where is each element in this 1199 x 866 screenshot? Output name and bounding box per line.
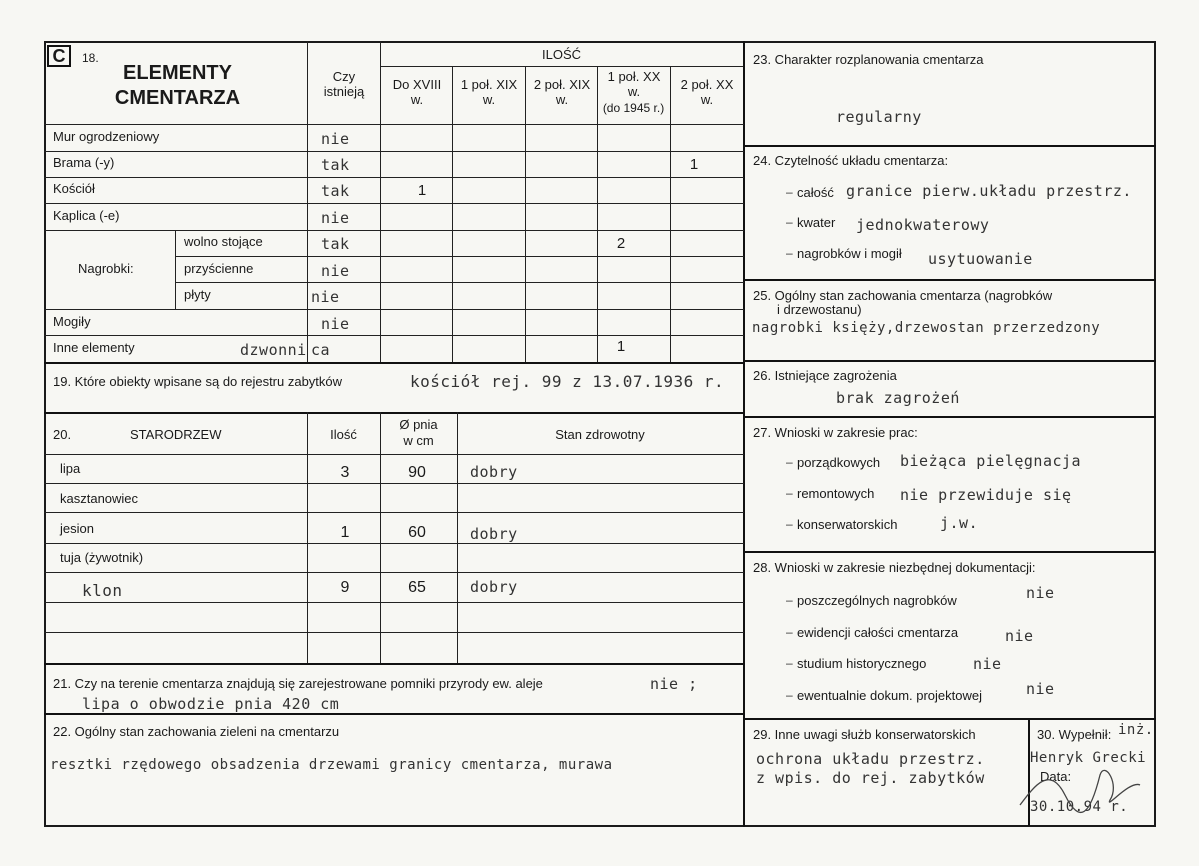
doc-records-label: ewidencji całości cmentarza bbox=[797, 625, 959, 640]
section-letter: C bbox=[47, 45, 71, 67]
exists-value: tak bbox=[321, 182, 350, 200]
doc-project-value: nie bbox=[1026, 680, 1055, 698]
tree-name: tuja (żywotnik) bbox=[60, 550, 144, 565]
filled-by-name: Henryk Grecki bbox=[1030, 750, 1147, 766]
exists-value: ca bbox=[311, 341, 331, 359]
dash-icon: – bbox=[786, 455, 793, 469]
row-label: przyścienne bbox=[184, 261, 254, 276]
legibility-graves-value: usytuowanie bbox=[928, 250, 1033, 268]
grid-line bbox=[44, 602, 744, 603]
divider bbox=[744, 279, 1156, 281]
work-ordering-label: porządkowych bbox=[797, 455, 881, 470]
nagrobki-label: Nagrobki: bbox=[78, 261, 134, 276]
dash-icon: – bbox=[786, 185, 793, 199]
monuments-label: 21. Czy na terenie cmentarza znajdują się zarejestrowane pomniki przyrody ew. aleje bbox=[53, 676, 543, 691]
tree-diam: 90 bbox=[408, 464, 426, 481]
tree-name: klon bbox=[82, 581, 123, 600]
filled-by-label: 30. Wypełnił: bbox=[1037, 727, 1112, 742]
row-label: Inne elementy bbox=[53, 340, 135, 355]
trees-number: 20. bbox=[53, 427, 72, 442]
dash-icon: – bbox=[786, 246, 793, 260]
threats-value: brak zagrożeń bbox=[836, 389, 960, 407]
tree-diam: 65 bbox=[408, 579, 426, 596]
exists-value: nie bbox=[311, 288, 340, 306]
filled-by-title: inż. bbox=[1118, 722, 1154, 738]
doc-history-label: studium historycznego bbox=[797, 656, 927, 671]
grid-line bbox=[380, 41, 381, 362]
tree-name: kasztanowiec bbox=[60, 491, 139, 506]
work-label: 27. Wnioski w zakresie prac: bbox=[753, 425, 918, 440]
quantity-value: 1 bbox=[689, 156, 699, 173]
quantity-value: 1 bbox=[417, 182, 427, 199]
doc-graves-value: nie bbox=[1026, 584, 1055, 602]
tree-name: lipa bbox=[60, 461, 81, 476]
tree-state: dobry bbox=[470, 525, 518, 543]
grid-line bbox=[670, 66, 671, 362]
legibility-graves-label: nagrobków i mogił bbox=[797, 246, 902, 261]
grid-line bbox=[452, 66, 453, 362]
legibility-whole-label: całość bbox=[797, 185, 834, 200]
exists-header: Czy istnieją bbox=[323, 69, 365, 99]
grid-line bbox=[307, 412, 308, 663]
row-label: Brama (-y) bbox=[53, 155, 115, 170]
legibility-whole-value: granice pierw.układu przestrz. bbox=[846, 182, 1132, 200]
remarks-line2: z wpis. do rej. zabytków bbox=[756, 769, 985, 787]
grid-line bbox=[44, 454, 744, 455]
grid-line bbox=[380, 412, 381, 663]
divider bbox=[744, 551, 1156, 553]
divider bbox=[744, 360, 1156, 362]
dash-icon: – bbox=[786, 688, 793, 702]
grid-line bbox=[44, 230, 744, 231]
grid-line bbox=[44, 177, 744, 178]
dash-icon: – bbox=[786, 593, 793, 607]
quantity-header: ILOŚĆ bbox=[541, 47, 581, 62]
tree-state: dobry bbox=[470, 578, 518, 596]
registry-value: kościół rej. 99 z 13.07.1936 r. bbox=[410, 372, 725, 391]
doc-project-label: ewentualnie dokum. projektowej bbox=[797, 688, 982, 703]
greenery-label: 22. Ogólny stan zachowania zieleni na cmentarzu bbox=[53, 724, 340, 739]
row-label: płyty bbox=[184, 287, 211, 302]
dash-icon: – bbox=[786, 486, 793, 500]
work-conservation-label: konserwatorskich bbox=[797, 517, 898, 532]
doc-graves-label: poszczególnych nagrobków bbox=[797, 593, 957, 608]
dash-icon: – bbox=[786, 215, 793, 229]
row-label: Kaplica (-e) bbox=[53, 208, 120, 223]
grid-line bbox=[44, 151, 744, 152]
tree-count: 3 bbox=[340, 464, 350, 481]
column-divider bbox=[743, 41, 745, 827]
work-conservation-value: j.w. bbox=[940, 514, 979, 532]
monuments-answer: nie ; bbox=[650, 675, 698, 693]
remarks-line1: ochrona układu przestrz. bbox=[756, 750, 985, 768]
legibility-label: 24. Czytelność układu cmentarza: bbox=[753, 153, 949, 168]
threats-label: 26. Istniejące zagrożenia bbox=[753, 368, 897, 383]
exists-value: nie bbox=[321, 262, 350, 280]
other-elements-value: dzwonni bbox=[240, 341, 307, 359]
grid-line bbox=[175, 230, 176, 309]
period-xx-2: 2 poł. XX w. bbox=[680, 77, 734, 107]
grid-line bbox=[175, 256, 744, 257]
grid-line bbox=[525, 66, 526, 362]
preservation-label-2: i drzewostanu) bbox=[777, 302, 862, 317]
divider bbox=[44, 663, 744, 665]
period-xx-1: 1 poł. XX w. bbox=[607, 69, 661, 99]
grid-line bbox=[44, 483, 744, 484]
date-value: 30.10.94 r. bbox=[1030, 799, 1129, 815]
tree-diam: 60 bbox=[408, 524, 426, 541]
grid-line bbox=[44, 632, 744, 633]
grid-line bbox=[44, 309, 744, 310]
row-label: Mur ogrodzeniowy bbox=[53, 129, 160, 144]
grid-line bbox=[307, 41, 308, 362]
work-repair-label: remontowych bbox=[797, 486, 875, 501]
tree-count: 9 bbox=[340, 579, 350, 596]
remarks-label: 29. Inne uwagi służb konserwatorskich bbox=[753, 727, 976, 742]
section-number: 18. bbox=[82, 51, 99, 65]
grid-line bbox=[457, 412, 458, 663]
trees-header-name: STARODRZEW bbox=[130, 427, 222, 442]
row-label: wolno stojące bbox=[184, 234, 263, 249]
period-xviii: Do XVIII w. bbox=[392, 77, 442, 107]
dash-icon: – bbox=[786, 517, 793, 531]
dash-icon: – bbox=[786, 625, 793, 639]
period-xix-1: 1 poł. XIX w. bbox=[460, 77, 518, 107]
trees-header-state: Stan zdrowotny bbox=[555, 427, 645, 442]
preservation-value: nagrobki księży,drzewostan przerzedzony bbox=[752, 320, 1101, 336]
doc-label: 28. Wnioski w zakresie niezbędnej dokumentacji: bbox=[753, 560, 1036, 575]
section-title-line2: CMENTARZA bbox=[114, 87, 241, 109]
divider bbox=[744, 145, 1156, 147]
layout-type-label: 23. Charakter rozplanowania cmentarza bbox=[753, 52, 984, 67]
trees-header-diam-unit: w cm bbox=[403, 433, 434, 448]
divider bbox=[44, 713, 744, 715]
period-xx-1-note: (do 1945 r.) bbox=[602, 101, 665, 115]
divider bbox=[44, 362, 744, 364]
greenery-value: resztki rzędowego obsadzenia drzewami granicy cmentarza, murawa bbox=[50, 757, 613, 773]
exists-value: nie bbox=[321, 209, 350, 227]
divider bbox=[44, 412, 744, 414]
legibility-quarters-value: jednokwaterowy bbox=[856, 216, 990, 234]
doc-history-value: nie bbox=[973, 655, 1002, 673]
grid-line bbox=[175, 282, 744, 283]
divider bbox=[744, 718, 1156, 720]
trees-header-diam: Ø pnia bbox=[399, 417, 438, 432]
signature-icon bbox=[1010, 745, 1150, 820]
preservation-label: 25. Ogólny stan zachowania cmentarza (nagrobków bbox=[753, 288, 1053, 303]
quantity-value: 2 bbox=[616, 235, 626, 252]
date-label: Data: bbox=[1040, 769, 1072, 784]
work-ordering-value: bieżąca pielęgnacja bbox=[900, 452, 1082, 470]
tree-name: jesion bbox=[60, 521, 94, 536]
exists-value: nie bbox=[321, 130, 350, 148]
divider bbox=[744, 416, 1156, 418]
quantity-value: 1 bbox=[616, 338, 626, 355]
row-label: Kościół bbox=[53, 181, 95, 196]
trees-header-count: Ilość bbox=[330, 427, 357, 442]
grid-line bbox=[44, 203, 744, 204]
registry-label: 19. Które obiekty wpisane są do rejestru zabytków bbox=[53, 374, 343, 389]
dash-icon: – bbox=[786, 656, 793, 670]
work-repair-value: nie przewiduje się bbox=[900, 486, 1072, 504]
legibility-quarters-label: kwater bbox=[797, 215, 836, 230]
exists-value: tak bbox=[321, 235, 350, 253]
monuments-value: lipa o obwodzie pnia 420 cm bbox=[82, 695, 340, 713]
tree-state: dobry bbox=[470, 463, 518, 481]
doc-records-value: nie bbox=[1005, 627, 1034, 645]
row-label: Mogiły bbox=[53, 314, 91, 329]
grid-line bbox=[44, 512, 744, 513]
section-title-line1: ELEMENTY bbox=[123, 62, 232, 84]
grid-line bbox=[44, 124, 744, 125]
grid-line bbox=[44, 335, 744, 336]
tree-count: 1 bbox=[340, 524, 350, 541]
grid-line bbox=[44, 543, 744, 544]
layout-type-value: regularny bbox=[836, 108, 922, 126]
exists-value: nie bbox=[321, 315, 350, 333]
grid-line bbox=[44, 572, 744, 573]
period-xix-2: 2 poł. XIX w. bbox=[533, 77, 591, 107]
exists-value: tak bbox=[321, 156, 350, 174]
grid-line bbox=[380, 66, 743, 67]
